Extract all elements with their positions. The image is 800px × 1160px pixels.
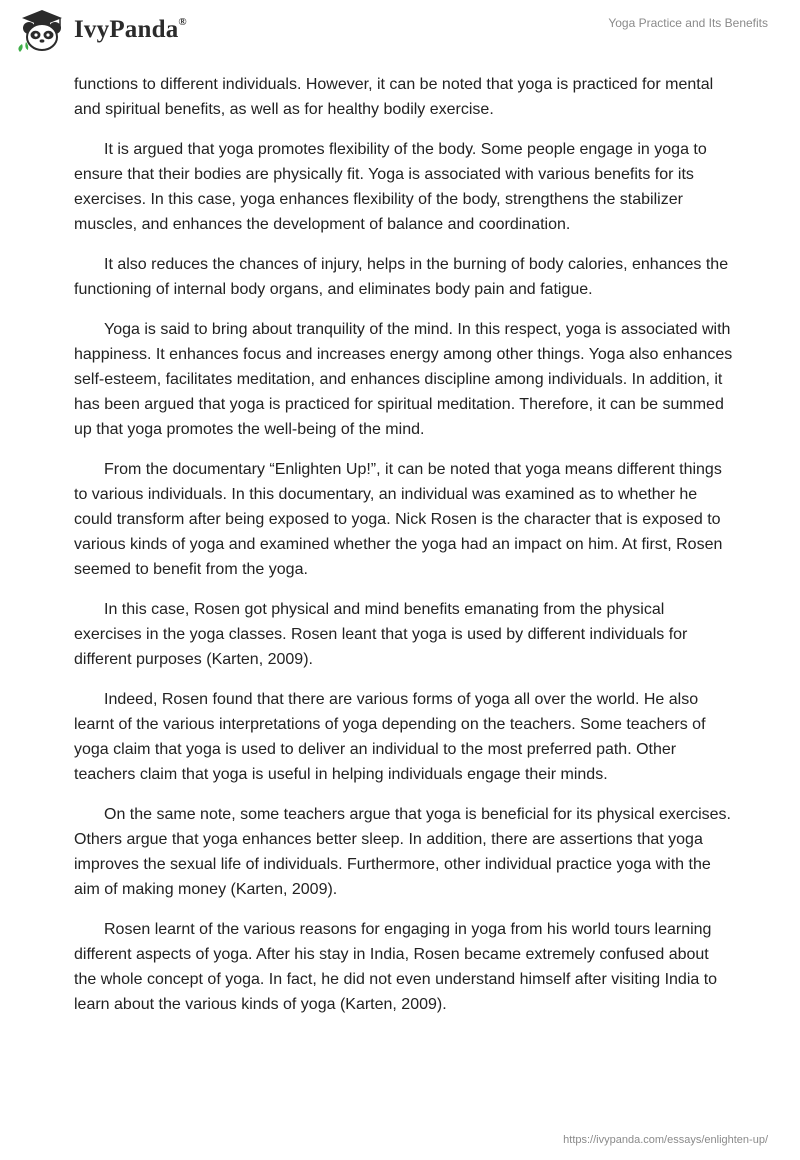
paragraph: functions to different individuals. However, it can be noted that yoga is practiced for mental and spiritual benefits, as well as for healthy bodily exercise. [74,76,714,118]
page-header [0,0,800,60]
paragraph: It also reduces the chances of injury, helps in the burning of body calories, enhances the functioning of internal body organs, and eliminates body pain and fatigue. [74,256,729,298]
essay-body [74,72,734,1032]
brand-name: IvyPanda® [74,15,187,43]
paragraph: Yoga is said to bring about tranquility of the mind. In this respect, yoga is associated with happiness. It enhances focus and increases energy among other things. Yoga also enhances self-esteem, facilitates meditation, and enhances discipline among individuals. In addition, it has been argued that yoga is practiced for spiritual meditation. Therefore, it can be summed up that yoga promotes the well-being of the mind. [74,321,733,438]
ivypanda-logo[interactable] [14,8,187,52]
paragraph: On the same note, some teachers argue that yoga is beneficial for its physical exercises. Others argue that yoga enhances better sleep. In addition, there are assertions that yoga improves the sexual life of individuals. Furthermore, other individual practice yoga with the aim of making money (Karten, 2009). [74,806,731,898]
paragraph: In this case, Rosen got physical and mind benefits emanating from the physical exercises in the yoga classes. Rosen leant that yoga is used by different individuals for different purposes (Karten, 2009). [74,601,688,668]
paragraph: From the documentary “Enlighten Up!”, it can be noted that yoga means different things to various individuals. In this documentary, an individual was examined as to whether he could transform after being exposed to yoga. Nick Rosen is the character that is exposed to various kinds of yoga and examined whether the yoga had an impact on him. At first, Rosen seemed to benefit from the yoga. [74,461,723,578]
paragraph: Rosen learnt of the various reasons for engaging in yoga from his world tours learning different aspects of yoga. After his stay in India, Rosen became extremely confused about the whole concept of yoga. In fact, he did not even understand himself after visiting India to learn about the various kinds of yoga (Karten, 2009). [74,921,718,1013]
paragraph: Indeed, Rosen found that there are various forms of yoga all over the world. He also learnt of the various interpretations of yoga depending on the teachers. Some teachers of yoga claim that yoga is used to deliver an individual to the most preferred path. Other teachers claim that yoga is useful in helping individuals engage their minds. [74,691,706,783]
source-url-link[interactable]: https://ivypanda.com/essays/enlighten-up/ [563,1134,768,1146]
panda-graduate-icon [14,8,70,52]
document-title: Yoga Practice and Its Benefits [608,16,768,30]
paragraph: It is argued that yoga promotes flexibility of the body. Some people engage in yoga to ensure that their bodies are physically fit. Yoga is associated with various benefits for its exercises. In this case, yoga enhances flexibility of the body, strengthens the stabilizer muscles, and enhances the development of balance and coordination. [74,141,707,233]
